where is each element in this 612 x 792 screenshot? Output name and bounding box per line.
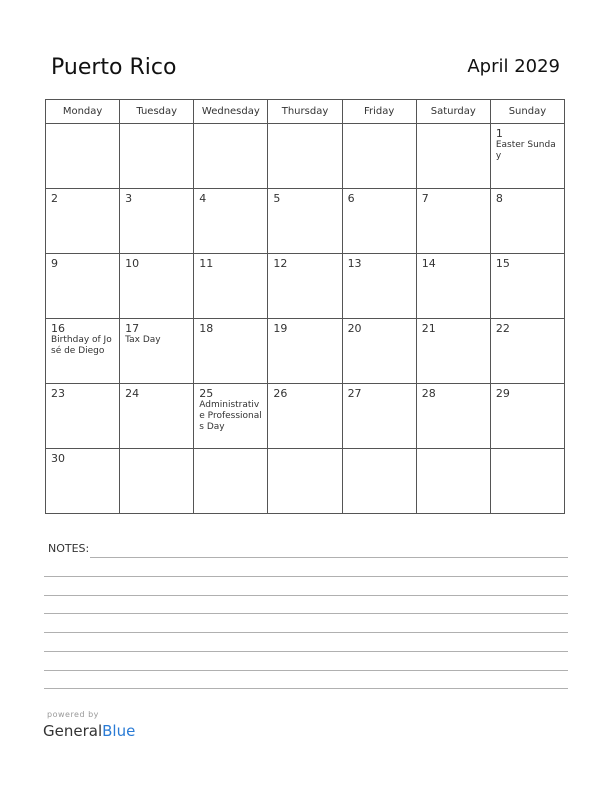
day-number: 10: [125, 257, 140, 270]
day-cell: [120, 254, 194, 319]
day-number: 5: [273, 192, 281, 205]
day-cell: [194, 384, 268, 449]
day-cell: [490, 254, 564, 319]
day-cell: [490, 189, 564, 254]
note-line: [44, 632, 568, 633]
day-number: 8: [495, 192, 503, 205]
day-cell: [342, 254, 416, 319]
day-cell: [342, 124, 416, 189]
day-number: 4: [199, 192, 207, 205]
weekday-thursday: Thursday: [268, 100, 342, 124]
note-line: [44, 613, 568, 614]
day-cell: [416, 124, 490, 189]
weekday-sunday: Sunday: [490, 100, 564, 124]
holiday-label: Administrative Professionals Day: [199, 400, 262, 432]
day-cell: [120, 124, 194, 189]
day-number: 28: [421, 387, 436, 400]
day-cell: [268, 384, 342, 449]
day-number: 23: [51, 387, 65, 400]
day-cell: [268, 319, 342, 384]
day-cell: [490, 319, 564, 384]
calendar-grid: [45, 99, 565, 514]
day-number: 17: [125, 322, 140, 335]
day-cell: [120, 449, 194, 514]
country-title: Puerto Rico: [51, 55, 177, 80]
day-number: 21: [421, 322, 436, 335]
week-row: [46, 319, 565, 384]
brand-blue: Blue: [102, 722, 136, 740]
holiday-label: Easter Sunday: [495, 140, 556, 161]
day-number: 3: [125, 192, 133, 205]
day-number: 27: [347, 387, 362, 400]
day-cell: [194, 449, 268, 514]
day-cell: [490, 384, 564, 449]
day-cell: [342, 384, 416, 449]
day-number: 24: [125, 387, 140, 400]
day-number: 7: [421, 192, 429, 205]
day-cell: [342, 189, 416, 254]
day-cell: [342, 449, 416, 514]
day-number: 9: [51, 257, 58, 270]
holiday-label: Birthday of José de Diego: [51, 335, 112, 356]
day-cell: [194, 319, 268, 384]
day-number: 16: [51, 322, 65, 335]
note-line: [44, 670, 568, 671]
calendar-body: [46, 124, 565, 514]
day-cell: [194, 189, 268, 254]
weekday-wednesday: Wednesday: [194, 100, 268, 124]
week-row: [46, 384, 565, 449]
day-cell: [46, 189, 120, 254]
day-cell: [46, 254, 120, 319]
day-number: 13: [347, 257, 362, 270]
note-line: [44, 595, 568, 596]
holiday-label: Tax Day: [125, 335, 161, 345]
day-cell: [120, 384, 194, 449]
day-number: 20: [347, 322, 362, 335]
day-cell: [194, 254, 268, 319]
day-number: 30: [51, 452, 65, 465]
day-cell: [120, 319, 194, 384]
day-number: 6: [347, 192, 355, 205]
note-line: [90, 557, 568, 558]
note-line: [44, 576, 568, 577]
note-line: [44, 651, 568, 652]
day-number: 14: [421, 257, 436, 270]
day-cell: [416, 449, 490, 514]
day-number: 22: [495, 322, 510, 335]
powered-by-text: powered by: [47, 710, 99, 719]
notes-label: NOTES:: [48, 542, 90, 555]
weekday-saturday: Saturday: [416, 100, 490, 124]
day-cell: [268, 189, 342, 254]
weekday-monday: Monday: [46, 100, 120, 124]
week-row: [46, 254, 565, 319]
day-cell: [46, 124, 120, 189]
day-cell: [490, 449, 564, 514]
day-number: 12: [273, 257, 288, 270]
day-cell: [342, 319, 416, 384]
note-line: [44, 688, 568, 689]
day-number: 26: [273, 387, 288, 400]
day-number: 18: [199, 322, 214, 335]
day-cell: [194, 124, 268, 189]
day-cell: [268, 254, 342, 319]
month-title: April 2029: [467, 56, 560, 77]
week-row: [46, 189, 565, 254]
weekday-tuesday: Tuesday: [120, 100, 194, 124]
day-number: 15: [495, 257, 510, 270]
day-number: 1: [495, 127, 503, 140]
weekday-friday: Friday: [342, 100, 416, 124]
brand-logo: [43, 722, 135, 740]
day-cell: [268, 449, 342, 514]
day-cell: [416, 384, 490, 449]
day-number: 2: [51, 192, 58, 205]
brand-general: General: [43, 722, 103, 740]
day-number: 19: [273, 322, 288, 335]
weekday-header-row: [46, 100, 565, 124]
week-row: [46, 124, 565, 189]
day-cell: [416, 254, 490, 319]
day-number: 11: [199, 257, 214, 270]
day-cell: [46, 449, 120, 514]
day-number: 29: [495, 387, 510, 400]
day-cell: [46, 384, 120, 449]
day-number: 25: [199, 387, 214, 400]
day-cell: [120, 189, 194, 254]
day-cell: [268, 124, 342, 189]
day-cell: [46, 319, 120, 384]
day-cell: [490, 124, 564, 189]
day-cell: [416, 319, 490, 384]
week-row: [46, 449, 565, 514]
day-cell: [416, 189, 490, 254]
